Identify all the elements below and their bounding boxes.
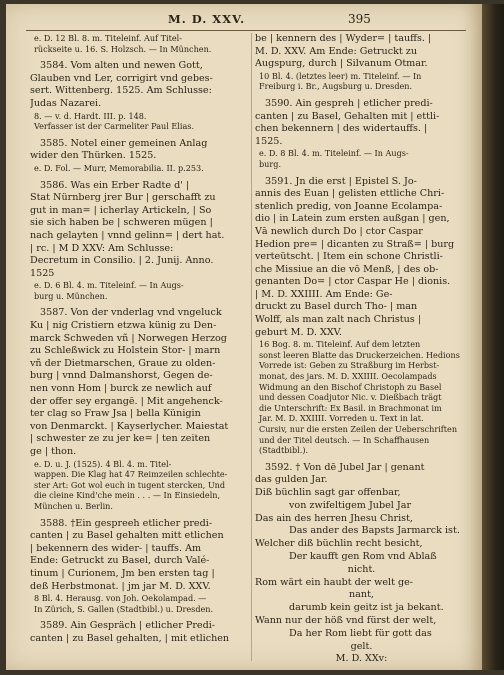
- text-line: e. D. 12 Bl. 8. m. Titeleinf. Auf Titel-: [34, 33, 182, 43]
- text-line: nicht.: [347, 563, 376, 575]
- text-line: Welcher diß büchlin recht besicht,: [255, 538, 423, 550]
- text-line: 3585. Notel einer gemeinen Anlag: [40, 137, 208, 149]
- text-line: Da her Rom liebt für gott das: [289, 627, 432, 639]
- page-edge: [482, 4, 504, 670]
- running-head: M. D. XXV.: [168, 12, 246, 26]
- text-line: be | kennern des | Wyder= | tauffs. |: [255, 33, 432, 44]
- text-line: burg | vnnd Dalmanshorst, Gegen de-: [30, 370, 213, 382]
- bibliography-entry: [30, 33, 248, 54]
- text-line: geburt M. D. XXV.: [255, 326, 342, 338]
- text-line: Hedion pre= | dicanten zu Straß= | burg: [255, 238, 455, 250]
- text-line: Decretum in Consilio. | 2. Junij. Anno.: [30, 255, 214, 267]
- text-line: canten | zu Basel gehalten, | mit etlichen: [30, 632, 230, 644]
- bibliography-entry: [30, 138, 248, 174]
- text-line: e. D. 6 Bl. 4. m. Titeleinf. — In Augs-: [34, 280, 184, 291]
- page-header: [0, 12, 504, 28]
- text-line: 16 Bog. 8. m. Titeleinf. Auf dem letzten: [259, 339, 421, 350]
- text-line: gut in man= | icherlay Artickeln, | So: [30, 204, 212, 216]
- text-line: deß Herbstmonat. | jm jar M. D. XXV.: [30, 580, 211, 592]
- text-line: 3589. Ain Gespräch | etlicher Predi-: [40, 620, 216, 632]
- text-line: rückseite u. 16. S. Holzsch. — In München.: [34, 43, 212, 54]
- text-line: Der kaufft gen Rom vnd Ablaß: [289, 550, 437, 562]
- text-line: In Zürich, S. Gallen (Stadtbibl.) u. Dresden.: [34, 603, 214, 614]
- bibliography-entry: [255, 33, 468, 92]
- text-line: 8 Bl. 4. Herausg. von Joh. Oekolampad. —: [34, 593, 207, 604]
- text-line: burg.: [259, 158, 282, 169]
- text-line: Vorrede ist: Geben zu Straßburg im Herbst-: [259, 360, 440, 371]
- text-line: 1525: [30, 267, 55, 279]
- text-line: stenlich predig, von Joanne Ecolampa-: [255, 200, 443, 212]
- text-line: Ende: Getruckt zu Basel, durch Valé-: [30, 555, 210, 567]
- text-line: monat, des jars. M. D. XXIIII. Oecolampads: [259, 371, 437, 382]
- text-line: e. D. 8 Bl. 4. m. Titeleinf. — In Augs-: [259, 148, 409, 159]
- text-line: Das ain des herren Jhesu Christ,: [255, 512, 413, 524]
- text-line: Verfasser ist der Carmeliter Paul Elias.: [34, 121, 195, 132]
- text-line: sert. Wittenberg. 1525. Am Schlusse:: [30, 85, 212, 97]
- column-divider: [251, 33, 252, 661]
- text-line: chen bekennern | des widertauffs. |: [255, 123, 428, 135]
- text-line: Freiburg i. Br., Augsburg u. Dresden.: [259, 81, 413, 92]
- header-rule: [26, 30, 466, 31]
- text-line: das gulden Jar.: [255, 474, 328, 486]
- text-line: wider den Thürken. 1525.: [30, 150, 157, 162]
- text-line: Diß büchlin sagt gar offenbar,: [255, 486, 401, 498]
- left-column: [30, 33, 248, 652]
- text-line: 3587. Von der vnderlag vnd vngeluck: [40, 307, 222, 319]
- text-line: | M. D. XXIIII. Am Ende: Ge-: [255, 288, 393, 300]
- text-line: darumb kein geitz ist ja bekant.: [289, 602, 444, 614]
- text-line: Stat Nürnberg jrer Bur | gerschafft zu: [30, 192, 216, 204]
- text-line: 3591. Jn die erst | Epistel S. Jo-: [265, 175, 417, 187]
- text-line: | bekennern des wider- | tauffs. Am: [30, 542, 202, 554]
- text-line: 3590. Ain gespreh | etlicher predi-: [265, 97, 433, 109]
- text-line: ster Art: Got wol euch in tugent stercken, Und: [34, 479, 226, 490]
- text-line: che Missiue an die vō Menß, | des ob-: [255, 263, 439, 275]
- text-line: Cursiv, nur die ersten Zeilen der Ueberschriften: [259, 424, 458, 434]
- text-line: e. D. Fol. — Murr, Memorabilia. II. p.253.: [34, 162, 204, 173]
- text-line: Wolff, als man zalt nach Christus |: [255, 314, 422, 326]
- text-line: e. D. u. J. (1525). 4 Bl. 4. m. Titel-: [34, 458, 172, 469]
- text-line: wappen. Die Klag hat 47 Reimzeilen schlechte-: [34, 469, 228, 480]
- text-line: annis des Euan | gelisten ettliche Chri-: [255, 188, 445, 200]
- text-line: nach gelayten | vnnd gelinn= | dert hat.: [30, 229, 225, 241]
- text-line: druckt zu Basel durch Tho- | man: [255, 301, 418, 313]
- text-line: Ku | nig Cristiern etzwa künig zu Den-: [30, 320, 217, 332]
- text-line: die cleine Kind'che mein . . . — In Einsiedeln,: [34, 490, 221, 501]
- text-line: sie sich haben be | schweren mügen |: [30, 217, 213, 229]
- text-line: und dessen Coadjutor Nic. v. Dießbach trägt: [259, 392, 442, 403]
- text-line: 3592. † Von dē Jubel Jar | genant: [265, 461, 425, 473]
- text-line: 3586. Was ein Erber Radte d' |: [40, 179, 190, 191]
- text-line: M. D. XXV. Am Ende: Getruckt zu: [255, 45, 418, 57]
- text-line: Widmung an den Bischof Christoph zu Basel: [259, 381, 442, 392]
- bibliography-entry: [30, 518, 248, 615]
- bibliography-entry: [30, 620, 248, 645]
- text-line: ge | thon.: [30, 446, 77, 457]
- text-line: 8. — v. d. Hardt. III. p. 148.: [34, 110, 147, 121]
- text-line: 10 Bl. 4. (letztes leer) m. Titeleinf. — In: [259, 70, 422, 81]
- text-line: ter clag so Fraw Jsa | bella Künigin: [30, 408, 201, 420]
- text-line: Augspurg, durch | Silvanum Otmar.: [255, 58, 428, 70]
- bibliography-entry: [255, 176, 468, 456]
- bibliography-entry: [255, 98, 468, 170]
- text-line: dio | in Latein zum ersten außgan | gen,: [255, 213, 450, 225]
- text-line: canten | zu Basel gehalten mitt etlichen: [30, 530, 224, 542]
- text-line: die Unterschrift: Ex Basil. in Brachmonat im: [259, 402, 442, 413]
- text-line: gelt.: [350, 640, 373, 652]
- text-line: Judas Nazarei.: [30, 97, 102, 109]
- bibliography-entry: [30, 60, 248, 132]
- page-number: 395: [348, 12, 371, 26]
- text-line: verteütscht. | Item ein schone Christli-: [255, 251, 443, 263]
- text-line: burg u. München.: [34, 290, 108, 301]
- text-line: marck Schweden vñ | Norwegen Herzog: [30, 332, 227, 344]
- text-line: Vā newlich durch Do | ctor Caspar: [255, 225, 423, 237]
- text-line: M. D. XXv:: [335, 653, 388, 665]
- text-line: (Stadtbibl.).: [259, 445, 309, 456]
- text-line: sonst leeren Blatte das Druckerzeichen. Hedions: [259, 349, 460, 360]
- text-line: 1525.: [255, 135, 283, 147]
- text-line: von Denmarckt. | Kayserlycher. Maiestat: [30, 420, 229, 432]
- text-line: Wann nur der höß vnd fürst der welt,: [255, 614, 437, 626]
- text-line: 3588. †Ein gespreeh etlicher predi-: [40, 517, 213, 529]
- text-line: der offer sey ergangē. | Mit angehenck-: [30, 395, 223, 407]
- text-line: | rc. | M D XXV: Am Schlusse:: [30, 242, 174, 254]
- text-line: tinum | Curionem, Jm ben ersten tag |: [30, 567, 215, 579]
- text-line: zu Schleßwick zu Holstein Stor- | marn: [30, 345, 221, 357]
- text-line: und der Titel deutsch. — In Schaffhausen: [259, 434, 430, 445]
- text-line: München u. Berlin.: [34, 500, 113, 511]
- text-line: Rom wärt ein haubt der welt ge-: [255, 576, 414, 588]
- text-line: von zwifeltigem Jubel Jar: [289, 499, 412, 511]
- text-line: genanten Do= | ctor Caspar He | dionis.: [255, 276, 451, 288]
- text-line: Jar. M. D. XXIIII. Vorreden u. Text in lat.: [259, 413, 424, 424]
- right-column: [255, 33, 468, 672]
- text-line: canten | zu Basel, Gehalten mit | ettli-: [255, 110, 440, 122]
- text-line: Glauben vnd Ler, corrigirt vnd gebes-: [30, 72, 213, 84]
- bibliography-entry: [30, 307, 248, 511]
- text-line: nant,: [349, 589, 374, 601]
- text-line: vñ der Dietmarschen, Graue zu olden-: [30, 357, 216, 369]
- text-line: Das ander des Bapsts Jarmarck ist.: [289, 525, 460, 537]
- bibliography-entry: [255, 462, 468, 666]
- text-line: nen vonn Hom | burck ze newlich auf: [30, 383, 212, 395]
- bibliography-entry: [30, 180, 248, 302]
- text-line: 3584. Vom alten und newen Gott,: [40, 60, 203, 72]
- text-line: | schwester ze zu jer ke= | ten zeiten: [30, 433, 211, 445]
